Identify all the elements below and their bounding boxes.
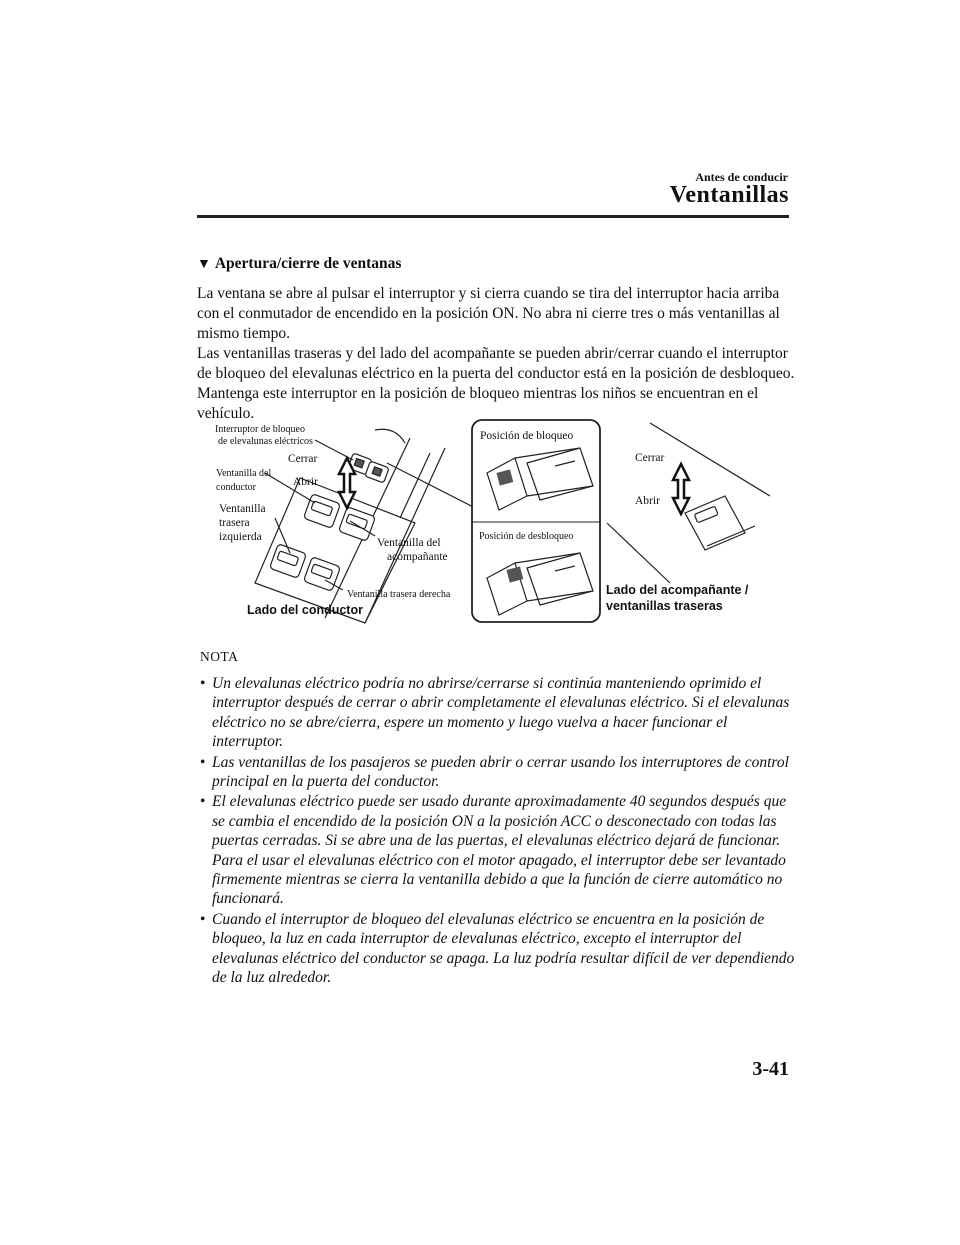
label-open-left: Abrir — [293, 476, 318, 488]
header-rule — [197, 215, 789, 218]
label-lock-switch-line1: Interruptor de bloqueo — [215, 424, 305, 435]
label-close-right: Cerrar — [635, 452, 665, 464]
running-header-section: Antes de conducir — [695, 170, 788, 184]
label-passenger-side-line1: Lado del acompañante / — [606, 583, 749, 597]
label-passenger-side-line2: ventanillas traseras — [606, 599, 723, 613]
note-item: • Cuando el interruptor de bloqueo del elevalunas eléctrico se encuentra en la posición de bloqueo, la luz en cada interruptor de elevalunas eléctrico, excepto el interruptor del elevalunas eléctrico del conductor se apaga. La luz podría resultar difícil de ver dependiendo de la luz alrededor. — [200, 910, 795, 987]
label-passenger-window-line2: acompañante — [387, 551, 448, 563]
label-lock-switch-line2: de elevalunas eléctricos — [218, 436, 313, 447]
window-switch-figure — [215, 418, 775, 633]
close-open-arrow-right-icon — [673, 464, 689, 514]
section-heading — [197, 255, 401, 273]
note-list — [200, 674, 800, 989]
triangle-marker-icon: ▼ — [197, 257, 211, 272]
section-heading-text: Apertura/cierre de ventanas — [214, 255, 402, 272]
label-rear-left-line3: izquierda — [219, 531, 262, 543]
paragraph-lock-switch: Las ventanillas traseras y del lado del acompañante se pueden abrir/cerrar cuando el interruptor de bloqueo del elevalunas eléctrico en la puerta del conductor está en la posición de desbloqueo. Mantenga este interruptor en la posición de bloqueo mientras los niños se encuentran en el vehículo. — [197, 345, 795, 422]
label-driver-window-line1: Ventanilla del — [216, 468, 272, 479]
lock-position-panel — [472, 420, 600, 622]
label-rear-left-line1: Ventanilla — [219, 503, 266, 515]
label-passenger-window-line1: Ventanilla del — [377, 537, 441, 549]
note-item: • El elevalunas eléctrico puede ser usado durante aproximadamente 40 segundos después que se cambia el encendido de la posición ON a la posición ACC o desconectado con todas las puertas cerradas. Si se abre una de las puertas, el elevalunas eléctrico dejará de funcionar. Para el usar el elevalunas eléctrico con el motor apagado, el interruptor debe ser levantado firmemente mientras se cierra la ventanilla debido a que la función de cierre automático no funcionará. — [200, 793, 787, 908]
label-rear-left-line2: trasera — [219, 517, 250, 529]
label-lock-position: Posición de bloqueo — [480, 430, 574, 442]
label-unlock-position: Posición de desbloqueo — [479, 531, 574, 542]
label-driver-side: Lado del conductor — [247, 603, 363, 617]
paragraph-operation: La ventana se abre al pulsar el interruptor y si cierra cuando se tira del interruptor hacia arriba con el conmutador de encendido en la posición ON. No abra ni cierre tres o más ventanillas al mismo tiempo. — [197, 285, 780, 342]
label-rear-right: Ventanilla trasera derecha — [347, 589, 451, 600]
passenger-switch-panel — [607, 423, 770, 583]
page-number: 3-41 — [752, 1058, 789, 1080]
label-open-right: Abrir — [635, 495, 660, 507]
note-title: NOTA — [200, 649, 239, 664]
running-header-title: Ventanillas — [669, 182, 789, 208]
note-item: • Un elevalunas eléctrico podría no abrirse/cerrarse si continúa manteniendo oprimido el interruptor después de cerrar o abrir completamente el elevalunas eléctrico. Si el elevalunas eléctrico no se abre/cierra, espere un momento y luego vuelva a hacer funcionar el interruptor. — [200, 675, 790, 751]
note-item: • Las ventanillas de los pasajeros se pueden abrir o cerrar usando los interruptores de control principal en la puerta del conductor. — [200, 753, 789, 791]
label-driver-window-line2: conductor — [216, 482, 256, 493]
label-close-left: Cerrar — [288, 453, 318, 465]
note-item-continuation: Para el usar el elevalunas eléctrico con el motor apagado, el interruptor debe ser levantado firmemente mientras se cierra la ventanilla debido a que la función de cierre automático no funcionará. — [212, 851, 786, 908]
